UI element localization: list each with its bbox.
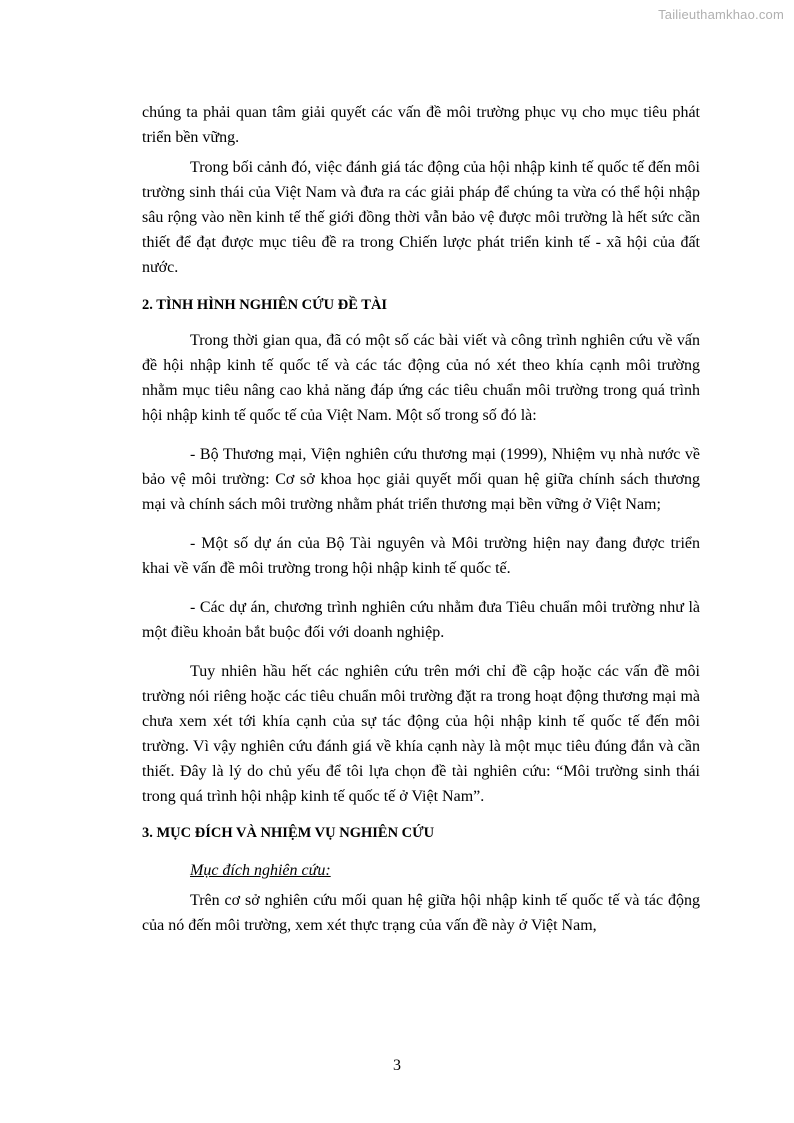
list-item-research-programs: - Các dự án, chương trình nghiên cứu nhằm đưa Tiêu chuẩn môi trường như là một điều khoản bắt buộc đối với doanh nghiệp. — [142, 599, 700, 641]
page-body — [142, 100, 700, 938]
paragraph-context: Trong bối cảnh đó, việc đánh giá tác động của hội nhập kinh tế quốc tế đến môi trường sinh thái của Việt Nam và đưa ra các giải pháp để chúng ta vừa có thể hội nhập sâu rộng vào nền kinh tế thế giới đồng thời vẫn bảo vệ được môi trường là hết sức cần thiết để đạt được mục tiêu đề ra trong Chiến lược phát triển kinh tế - xã hội của đất nước. — [142, 159, 700, 276]
page-number: 3 — [393, 1057, 401, 1074]
watermark: Tailieuthamkhao.com — [658, 7, 784, 22]
paragraph-research-gap: Tuy nhiên hầu hết các nghiên cứu trên mới chỉ đề cập hoặc các vấn đề môi trường nói riêng hoặc các tiêu chuẩn môi trường đặt ra trong hoạt động thương mại mà chưa xem xét tới khía cạnh của sự tác động của hội nhập kinh tế quốc tế đến môi trường. Vì vậy nghiên cứu đánh giá về khía cạnh này là một mục tiêu đúng đắn và cần thiết. Đây là lý do chủ yếu để tôi lựa chọn đề tài nghiên cứu: “Môi trường sinh thái trong quá trình hội nhập kinh tế quốc tế ở Việt Nam”. — [142, 663, 700, 805]
list-item-ministry-environment: - Một số dự án của Bộ Tài nguyên và Môi trường hiện nay đang được triển khai về vấn đề môi trường trong hội nhập kinh tế quốc tế. — [142, 535, 700, 577]
section-heading-3: 3. MỤC ĐÍCH VÀ NHIỆM VỤ NGHIÊN CỨU — [142, 825, 435, 841]
paragraph-continuation: chúng ta phải quan tâm giải quyết các vấn đề môi trường phục vụ cho mục tiêu phát triển bền vững. — [142, 104, 700, 146]
paragraph-research-overview: Trong thời gian qua, đã có một số các bài viết và công trình nghiên cứu về vấn đề hội nhập kinh tế quốc tế và các tác động của nó xét theo khía cạnh môi trường nhằm mục tiêu nâng cao khả năng đáp ứng các tiêu chuẩn môi trường trong quá trình hội nhập kinh tế quốc tế của Việt Nam. Một số trong số đó là: — [142, 332, 700, 424]
list-item-ministry-trade: - Bộ Thương mại, Viện nghiên cứu thương mại (1999), Nhiệm vụ nhà nước về bảo vệ môi trường: Cơ sở khoa học giải quyết mối quan hệ giữa chính sách thương mại và chính sách môi trường nhằm phát triển thương mại bền vững ở Việt Nam; — [142, 446, 700, 513]
paragraph-research-purpose: Trên cơ sở nghiên cứu mối quan hệ giữa hội nhập kinh tế quốc tế và tác động của nó đến môi trường, xem xét thực trạng của vấn đề này ở Việt Nam, — [142, 892, 700, 934]
section-heading-2: 2. TÌNH HÌNH NGHIÊN CỨU ĐỀ TÀI — [142, 297, 388, 313]
subheading-research-purpose: Mục đích nghiên cứu: — [190, 862, 331, 879]
